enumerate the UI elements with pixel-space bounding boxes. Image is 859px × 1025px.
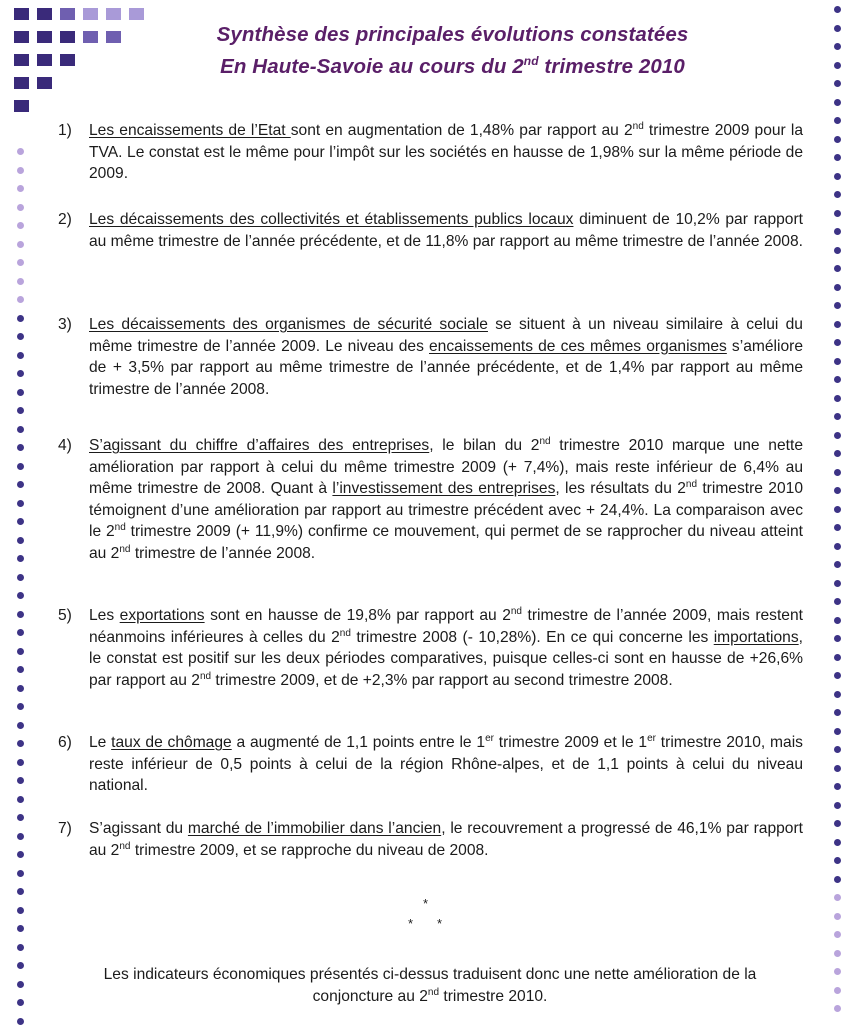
border-dot [17, 500, 24, 507]
border-dot [834, 617, 841, 624]
border-dot [834, 43, 841, 50]
border-dot [834, 80, 841, 87]
underlined-subject: Les encaissements de l’Etat [89, 122, 291, 139]
border-dot [834, 746, 841, 753]
sup: nd [427, 986, 440, 998]
text: Les [89, 607, 120, 624]
list-item-3 [58, 314, 803, 400]
border-dot [834, 635, 841, 642]
decorative-square [83, 8, 98, 20]
border-dot [834, 783, 841, 790]
list-item-7 [58, 818, 803, 861]
border-dot [17, 537, 24, 544]
left-dot-border [15, 0, 27, 1024]
border-dot [17, 278, 24, 285]
item-text [89, 314, 803, 400]
sup: nd [632, 120, 644, 132]
list-item-4 [58, 435, 803, 564]
border-dot [834, 432, 841, 439]
border-dot [17, 666, 24, 673]
sup: er [647, 732, 656, 744]
title-sup: nd [523, 54, 539, 68]
border-dot [834, 247, 841, 254]
sup: nd [685, 478, 698, 490]
underlined-subject: marché de l’immobilier dans l’ancien [187, 820, 442, 837]
conclusion [100, 964, 760, 1007]
border-dot [17, 426, 24, 433]
item-number: 5) [58, 607, 72, 624]
sup: nd [339, 627, 351, 639]
border-dot [17, 703, 24, 710]
item-number: 4) [58, 437, 72, 454]
border-dot [834, 598, 841, 605]
text: a augmenté de 1,1 points entre le 1 [231, 734, 486, 751]
border-dot [834, 524, 841, 531]
decorative-square [60, 31, 75, 43]
border-dot [834, 62, 841, 69]
list-item-5 [58, 605, 803, 691]
border-dot [17, 851, 24, 858]
border-dot [834, 469, 841, 476]
border-dot [834, 876, 841, 883]
border-dot [17, 204, 24, 211]
border-dot [834, 580, 841, 587]
sup: nd [199, 670, 212, 682]
text: trimestre 2009, et de +2,3% par rapport au second trimestre 2008. [211, 671, 673, 689]
border-dot [17, 870, 24, 877]
underlined-subject: exportations [119, 607, 205, 624]
border-dot [17, 907, 24, 914]
text: S’agissant du [89, 820, 188, 837]
decorative-square [37, 31, 52, 43]
border-dot [834, 728, 841, 735]
text: s’améliore de + 3,5% par rapport au même trimestre de l’année précédente, et de 1,4% par rapport au même trimestre de l’année 2008. [89, 337, 803, 398]
border-dot [834, 25, 841, 32]
item-number: 7) [58, 820, 72, 837]
title-line-2-end: trimestre 2010 [538, 54, 685, 78]
text: , les résultats du 2 [555, 480, 686, 497]
decorative-square [37, 54, 52, 66]
border-dot [834, 913, 841, 920]
border-dot [834, 413, 841, 420]
border-dot [834, 950, 841, 957]
border-dot [17, 296, 24, 303]
underlined-subject: taux de chômage [111, 734, 232, 751]
border-dot [834, 672, 841, 679]
sup: nd [510, 605, 522, 617]
border-dot [834, 561, 841, 568]
border-dot [17, 333, 24, 340]
decorative-square [129, 8, 144, 20]
border-dot [17, 370, 24, 377]
border-dot [17, 148, 24, 155]
border-dot [834, 968, 841, 975]
text: trimestre 2009 et le 1 [493, 734, 648, 751]
border-dot [17, 999, 24, 1006]
border-dot [17, 315, 24, 322]
border-dot [17, 759, 24, 766]
border-dot [17, 222, 24, 229]
border-dot [17, 481, 24, 488]
item-number: 1) [58, 122, 72, 139]
underlined-subject: l’investissement des entreprises [332, 480, 556, 497]
text: trimestre de l’année 2008. [130, 544, 316, 562]
text: trimestre 2009 (+ 11,9%) confirme ce mouvement, qui permet de se rapprocher du niveau atteint au 2 [89, 523, 803, 562]
underlined-subject: Les décaissements des organismes de sécurité sociale [89, 316, 488, 333]
border-dot [834, 987, 841, 994]
separator-stars [400, 896, 450, 936]
border-dot [834, 99, 841, 106]
border-dot [834, 302, 841, 309]
border-dot [834, 709, 841, 716]
text: trimestre 2010. [439, 987, 548, 1005]
underlined-subject: S’agissant du chiffre d’affaires des entreprises [89, 437, 430, 454]
border-dot [834, 154, 841, 161]
decorative-square [37, 8, 52, 20]
border-dot [834, 691, 841, 698]
decorative-square [106, 31, 121, 43]
border-dot [834, 802, 841, 809]
text: Le [89, 734, 112, 751]
border-dot [17, 648, 24, 655]
border-dot [834, 820, 841, 827]
list-item-6 [58, 732, 803, 797]
text: Les indicateurs économiques présentés ci-dessus traduisent donc une nette amélioration de la conjoncture au 2 [103, 966, 757, 1005]
border-dot [17, 777, 24, 784]
list-item-2 [58, 209, 803, 252]
sup: nd [119, 840, 131, 852]
border-dot [17, 833, 24, 840]
item-text [89, 732, 803, 797]
item-text [89, 605, 803, 691]
border-dot [17, 463, 24, 470]
border-dot [17, 796, 24, 803]
star: * [423, 896, 429, 911]
item-number: 6) [58, 734, 72, 751]
item-text [89, 818, 803, 861]
border-dot [834, 265, 841, 272]
border-dot [834, 931, 841, 938]
border-dot [834, 839, 841, 846]
decorative-square [60, 8, 75, 20]
border-dot [834, 857, 841, 864]
border-dot [17, 167, 24, 174]
border-dot [834, 654, 841, 661]
text: trimestre 2008 (- 10,28%). En ce qui concerne les [350, 628, 714, 646]
border-dot [17, 685, 24, 692]
text: trimestre de l’année 2009, mais restent néanmoins inférieures à celles du 2 [89, 607, 803, 646]
border-dot [17, 981, 24, 988]
border-dot [834, 136, 841, 143]
border-dot [17, 444, 24, 451]
text: trimestre 2010, mais reste inférieur de 0,5 points à celui de la région Rhône-alpes, et de 1,1 points à celui du niveau national. [89, 734, 803, 794]
decorative-square [60, 54, 75, 66]
border-dot [17, 740, 24, 747]
border-dot [834, 210, 841, 217]
title-line-2 [150, 48, 755, 80]
border-dot [17, 518, 24, 525]
sup: nd [114, 521, 126, 533]
border-dot [834, 376, 841, 383]
border-dot [17, 555, 24, 562]
border-dot [834, 1005, 841, 1012]
item-text [89, 120, 803, 185]
border-dot [17, 352, 24, 359]
document-title [150, 22, 755, 80]
list-item-1 [58, 120, 803, 185]
item-text [89, 209, 803, 252]
underlined-subject: importations [713, 628, 799, 646]
border-dot [17, 407, 24, 414]
text: , le bilan du 2 [429, 437, 540, 454]
text: , le recouvrement a progressé de 46,1% par rapport au 2 [89, 820, 803, 859]
decorative-square [37, 77, 52, 89]
text: trimestre 2009 pour la TVA. Le constat est le même pour l’impôt sur les sociétés en hausse de 1,98% sur la même période de 2009. [89, 122, 804, 182]
border-dot [834, 228, 841, 235]
text: , le constat est positif sur les deux périodes comparatives, puisque celles-ci sont en hausse de +26,6% par rapport au 2 [89, 628, 803, 689]
border-dot [834, 173, 841, 180]
item-number: 2) [58, 211, 72, 228]
border-dot [17, 389, 24, 396]
text: trimestre 2010 témoignent d’une amélioration par rapport au trimestre précédent avec + 24,4%. La comparaison avec le 2 [89, 480, 803, 540]
title-line-2-text: En Haute-Savoie au cours du 2 [220, 54, 524, 78]
border-dot [17, 592, 24, 599]
border-dot [834, 6, 841, 13]
decorative-square [106, 8, 121, 20]
border-dot [17, 1018, 24, 1025]
border-dot [834, 117, 841, 124]
underlined-subject: Les décaissements des collectivités et établissements publics locaux [89, 211, 574, 228]
underlined-subject: encaissements de ces mêmes organismes [429, 337, 727, 355]
sup: nd [539, 435, 551, 447]
border-dot [17, 888, 24, 895]
sup: er [485, 732, 494, 744]
border-dot [834, 487, 841, 494]
border-dot [834, 339, 841, 346]
border-dot [834, 358, 841, 365]
item-text [89, 435, 803, 564]
right-dot-border [832, 0, 844, 1024]
border-dot [834, 321, 841, 328]
border-dot [17, 944, 24, 951]
item-number: 3) [58, 316, 72, 333]
text: sont en augmentation de 1,48% par rapport au 2 [290, 122, 633, 139]
border-dot [834, 191, 841, 198]
border-dot [17, 611, 24, 618]
border-dot [17, 814, 24, 821]
border-dot [17, 241, 24, 248]
text: se situent à un niveau similaire à celui du même trimestre de l’année 2009. Le niveau des [89, 316, 803, 355]
border-dot [834, 894, 841, 901]
border-dot [17, 962, 24, 969]
border-dot [17, 185, 24, 192]
star: * [437, 916, 443, 931]
star: * [408, 916, 414, 931]
title-line-1: Synthèse des principales évolutions constatées [216, 23, 689, 46]
border-dot [834, 506, 841, 513]
text: trimestre 2010 marque une nette amélioration par rapport à celui du même trimestre 2009 (+ 7,4%), mais reste inférieur de 6,4% au même trimestre de 2008. Quant à [89, 437, 803, 497]
border-dot [17, 574, 24, 581]
border-dot [17, 925, 24, 932]
border-dot [17, 259, 24, 266]
decorative-square [83, 31, 98, 43]
border-dot [834, 450, 841, 457]
border-dot [834, 543, 841, 550]
border-dot [17, 629, 24, 636]
sup: nd [119, 543, 131, 555]
border-dot [17, 722, 24, 729]
text: sont en hausse de 19,8% par rapport au 2 [204, 607, 511, 624]
border-dot [834, 395, 841, 402]
text: trimestre 2009, et se rapproche du niveau de 2008. [130, 841, 489, 859]
border-dot [834, 284, 841, 291]
border-dot [834, 765, 841, 772]
text: diminuent de 10,2% par rapport au même trimestre de l’année précédente, et de 11,8% par rapport au même trimestre de l’année 2008. [89, 211, 803, 250]
